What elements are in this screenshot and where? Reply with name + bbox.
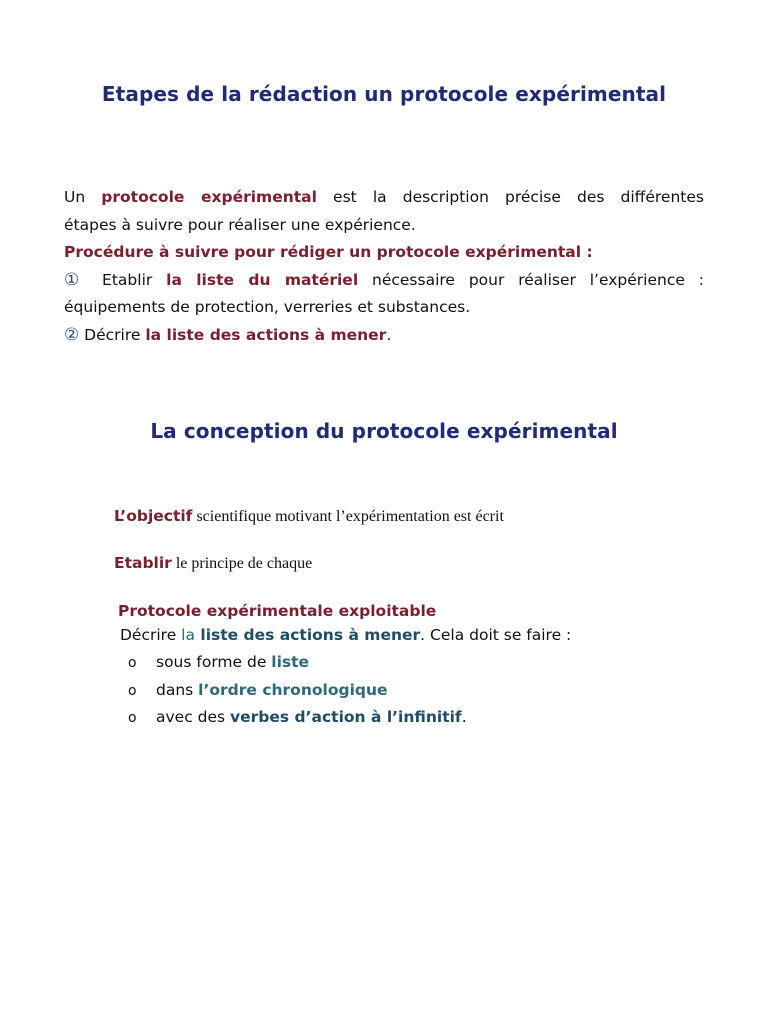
item-text: sous forme de	[156, 653, 272, 671]
list-item	[128, 705, 467, 733]
etablir-text: le principe de chaque	[171, 555, 313, 572]
intro-line-2: étapes à suivre pour réaliser une expérience.	[64, 215, 416, 234]
item-highlight: liste	[271, 653, 310, 671]
step-text: .	[386, 325, 392, 344]
intro-line-1	[64, 184, 704, 212]
circled-two-icon: ②	[64, 324, 80, 345]
item-text: avec des	[156, 708, 231, 726]
step-text: nécessaire pour réaliser l’expérience :	[358, 270, 704, 289]
list-item	[128, 678, 467, 706]
item-highlight: verbes d’action à l’infinitif	[230, 708, 462, 726]
protocole-heading: Protocole expérimentale exploitable	[118, 602, 437, 620]
bullet-icon: o	[128, 710, 137, 726]
highlight-actions: la liste des actions à mener	[145, 325, 387, 344]
intro-text: Un	[64, 188, 102, 206]
item-text: dans	[156, 680, 199, 699]
highlight-protocole: protocole expérimental	[101, 188, 317, 206]
bullet-list	[128, 650, 467, 733]
bullet-icon: o	[128, 682, 137, 699]
circled-one-icon: ①	[64, 269, 89, 290]
procedure-heading: Procédure à suivre pour rédiger un protocole expérimental :	[64, 243, 593, 261]
intro-text: est la description précise des différentes	[316, 188, 704, 206]
step-text: Etablir	[88, 270, 167, 289]
step-text: Décrire	[79, 325, 146, 344]
desc-article: la	[181, 626, 195, 644]
protocole-description	[120, 626, 571, 644]
highlight-materiel: la liste du matériel	[166, 270, 359, 289]
step-2-line	[64, 322, 704, 350]
item-text: .	[461, 708, 467, 726]
item-highlight: l’ordre chronologique	[198, 680, 388, 699]
list-item	[128, 650, 467, 678]
objectif-label: L’objectif	[114, 507, 193, 525]
bullet-icon: o	[128, 655, 137, 671]
intro-section	[64, 184, 704, 349]
etablir-line	[114, 554, 674, 573]
page-title: Etapes de la rédaction un protocole expérimental	[101, 82, 667, 106]
step-1-line	[64, 267, 704, 295]
step-1-continuation: équipements de protection, verreries et substances.	[64, 298, 471, 316]
desc-text: Décrire	[120, 626, 182, 644]
objectif-line	[114, 507, 674, 526]
desc-text: . Cela doit se faire :	[420, 626, 572, 644]
section-title: La conception du protocole expérimental	[150, 419, 618, 443]
etablir-label: Etablir	[114, 554, 172, 572]
objectif-text: scientifique motivant l’expérimentation est écrit	[192, 508, 504, 525]
desc-highlight: liste des actions à mener	[194, 626, 421, 644]
